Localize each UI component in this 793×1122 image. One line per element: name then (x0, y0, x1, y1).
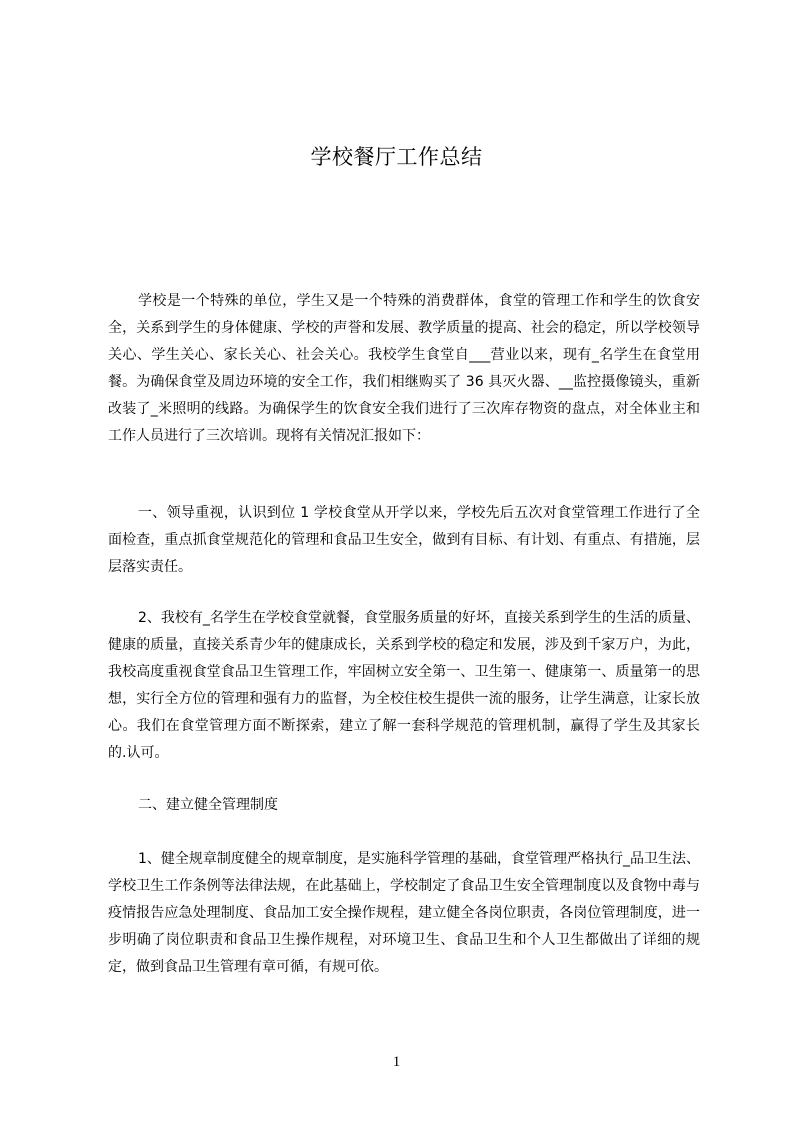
section-heading-management-system: 二、建立健全管理制度 (138, 797, 278, 813)
paragraph-intro: 学校是一个特殊的单位，学生又是一个特殊的消费群体，食堂的管理工作和学生的饮食安全，关系到学生的身体健康、学校的声誉和发展、教学质量的提高、社会的稳定，所以学校领导关心、学生关心、家长关心、社会关心。我校学生食堂自___营业以来，现有_名学生在食堂用餐。为确保食堂及周边环境的安全工作，我们相继购买了 36 具灭火器、__监控摄像镜头，重新改装了_米照明的线路。为确保学生的饮食安全我们进行了三次库存物资的盘点，对全体业主和工作人员进行了三次培训。现将有关情况汇报如下： (108, 293, 700, 444)
page-number: 1 (392, 1054, 401, 1070)
paragraph-leadership: 一、领导重视，认识到位 1 学校食堂从开学以来，学校先后五次对食堂管理工作进行了全面检查，重点抓食堂规范化的管理和食品卫生安全，做到有目标、有计划、有重点、有措施，层层落实责任。 (108, 505, 700, 575)
document-title: 学校餐厅工作总结 (310, 145, 483, 169)
paragraph-regulations: 1、健全规章制度健全的规章制度，是实施科学管理的基础，食堂管理严格执行_品卫生法、学校卫生工作条例等法律法规，在此基础上，学校制定了食品卫生安全管理制度以及食物中毒与疫情报告应急处理制度、食品加工安全操作规程，建立健全各岗位职责，各岗位管理制度，进一步明确了岗位职责和食品卫生操作规程，对环境卫生、食品卫生和个人卫生都做出了详细的规定，做到食品卫生管理有章可循，有规可依。 (108, 851, 700, 975)
paragraph-service-quality: 2、我校有_名学生在学校食堂就餐，食堂服务质量的好坏，直接关系到学生的生活的质量、健康的质量，直接关系青少年的健康成长，关系到学校的稳定和发展，涉及到千家万户，为此，我校高度重视食堂食品卫生管理工作，牢固树立安全第一、卫生第一、健康第一、质量第一的思想，实行全方位的管理和强有力的监督，为全校住校生提供一流的服务，让学生满意，让家长放心。我们在食堂管理方面不断探索，建立了解一套科学规范的管理机制，赢得了学生及其家长的.认可。 (108, 610, 700, 761)
